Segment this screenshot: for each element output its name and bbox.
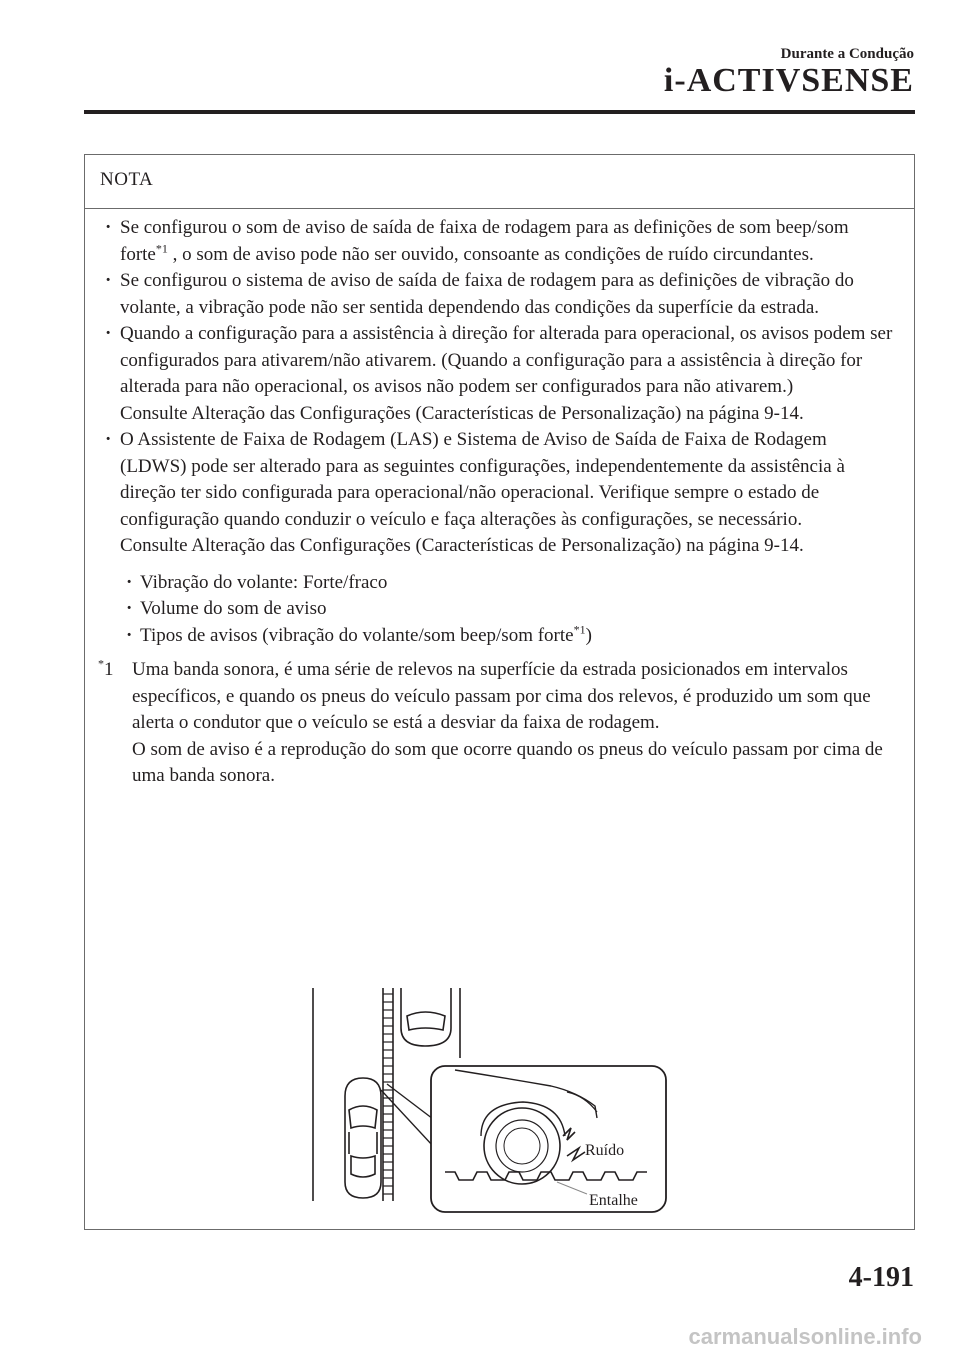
- note-bullet-3: [85, 321, 896, 427]
- callout-lines: [381, 1084, 437, 1146]
- note-bullet-1: [85, 215, 896, 268]
- page-number: 4-191: [848, 1262, 914, 1293]
- page-title: i-ACTIVSENSE: [663, 62, 914, 99]
- note-bullet-4: [85, 427, 896, 560]
- sub-bullet-3: [85, 623, 896, 650]
- footnote-text: Uma banda sonora, é uma série de relevos na superfície da estrada posicionados em intervalos específicos, e quando os pneus do veículo passam por cima dos relevos, é produzido um som que alerta o condutor que o veículo se está a desviar da faixa de rodagem.: [132, 659, 871, 733]
- header-rule: [84, 110, 915, 114]
- zoom-detail-icon: [431, 1066, 666, 1212]
- footnote: [85, 657, 896, 790]
- sub-bullet-text: ): [585, 624, 592, 646]
- settings-sub-list: [85, 570, 914, 650]
- sub-bullet-1: [85, 570, 896, 597]
- rumble-strip-illustration: [305, 986, 670, 1216]
- header-section-label: Durante a Condução: [780, 46, 914, 62]
- car-top-icon: [401, 988, 451, 1046]
- groove-label: Entalhe: [589, 1192, 638, 1209]
- bullet-reference: Consulte Alteração das Configurações (Características de Personalização) na página 9-14.: [120, 535, 804, 556]
- footnote-star: *: [98, 656, 104, 671]
- bullet-text: , o som de aviso pode não ser ouvido, consoante as condições de ruído circundantes.: [167, 243, 814, 265]
- footnote-ref: *1: [573, 622, 586, 637]
- bullet-text: Se configurou o sistema de aviso de saída de faixa de rodagem para as definições de vibração do volante, a vibração pode não ser sentida dependendo das condições da superfície da estrada.: [120, 270, 854, 318]
- bullet-reference: Consulte Alteração das Configurações (Características de Personalização) na página 9-14.: [120, 402, 804, 424]
- sub-bullet-2: [85, 596, 896, 623]
- footnote-number: 1: [104, 659, 114, 680]
- footnote-ref: *1: [155, 241, 168, 256]
- sub-bullet-text: Volume do som de aviso: [140, 598, 327, 619]
- sub-bullet-text: Vibração do volante: Forte/fraco: [140, 571, 388, 593]
- note-heading: NOTA: [85, 155, 914, 209]
- note-bullet-2: [85, 268, 896, 321]
- footnote-text-2: O som de aviso é a reprodução do som que ocorre quando os pneus do veículo passam por cima de uma banda sonora.: [132, 738, 883, 786]
- sub-bullet-text: Tipos de avisos (vibração do volante/som beep/som forte: [140, 624, 574, 646]
- note-bullet-list: [85, 215, 914, 560]
- footnote-mark: [98, 657, 114, 684]
- noise-label: Ruído: [585, 1142, 625, 1159]
- note-body: [85, 215, 914, 790]
- bullet-text: Se configurou o som de aviso de saída de faixa de rodagem para as definições de som beep/som forte: [120, 217, 849, 265]
- bullet-text: O Assistente de Faixa de Rodagem (LAS) e Sistema de Aviso de Saída de Faixa de Rodagem (LDWS) pode ser alterado para as seguintes configurações, independentemente da assistência à direção ter sido configurada para operacional/não operacional. Verifique sempre o estado de configuração quando conduzir o veículo e faça alterações às configurações, se necessário.: [120, 429, 845, 530]
- bullet-text: Quando a configuração para a assistência à direção for alterada para operacional, os avisos podem ser configurados para ativarem/não ativarem. (Quando a configuração para a assistência à direção for alterada para não operacional, os avisos não podem ser configurados para não ativarem.): [120, 323, 893, 397]
- car-side-icon: [345, 1078, 381, 1198]
- watermark: carmanualsonline.info: [688, 1324, 922, 1349]
